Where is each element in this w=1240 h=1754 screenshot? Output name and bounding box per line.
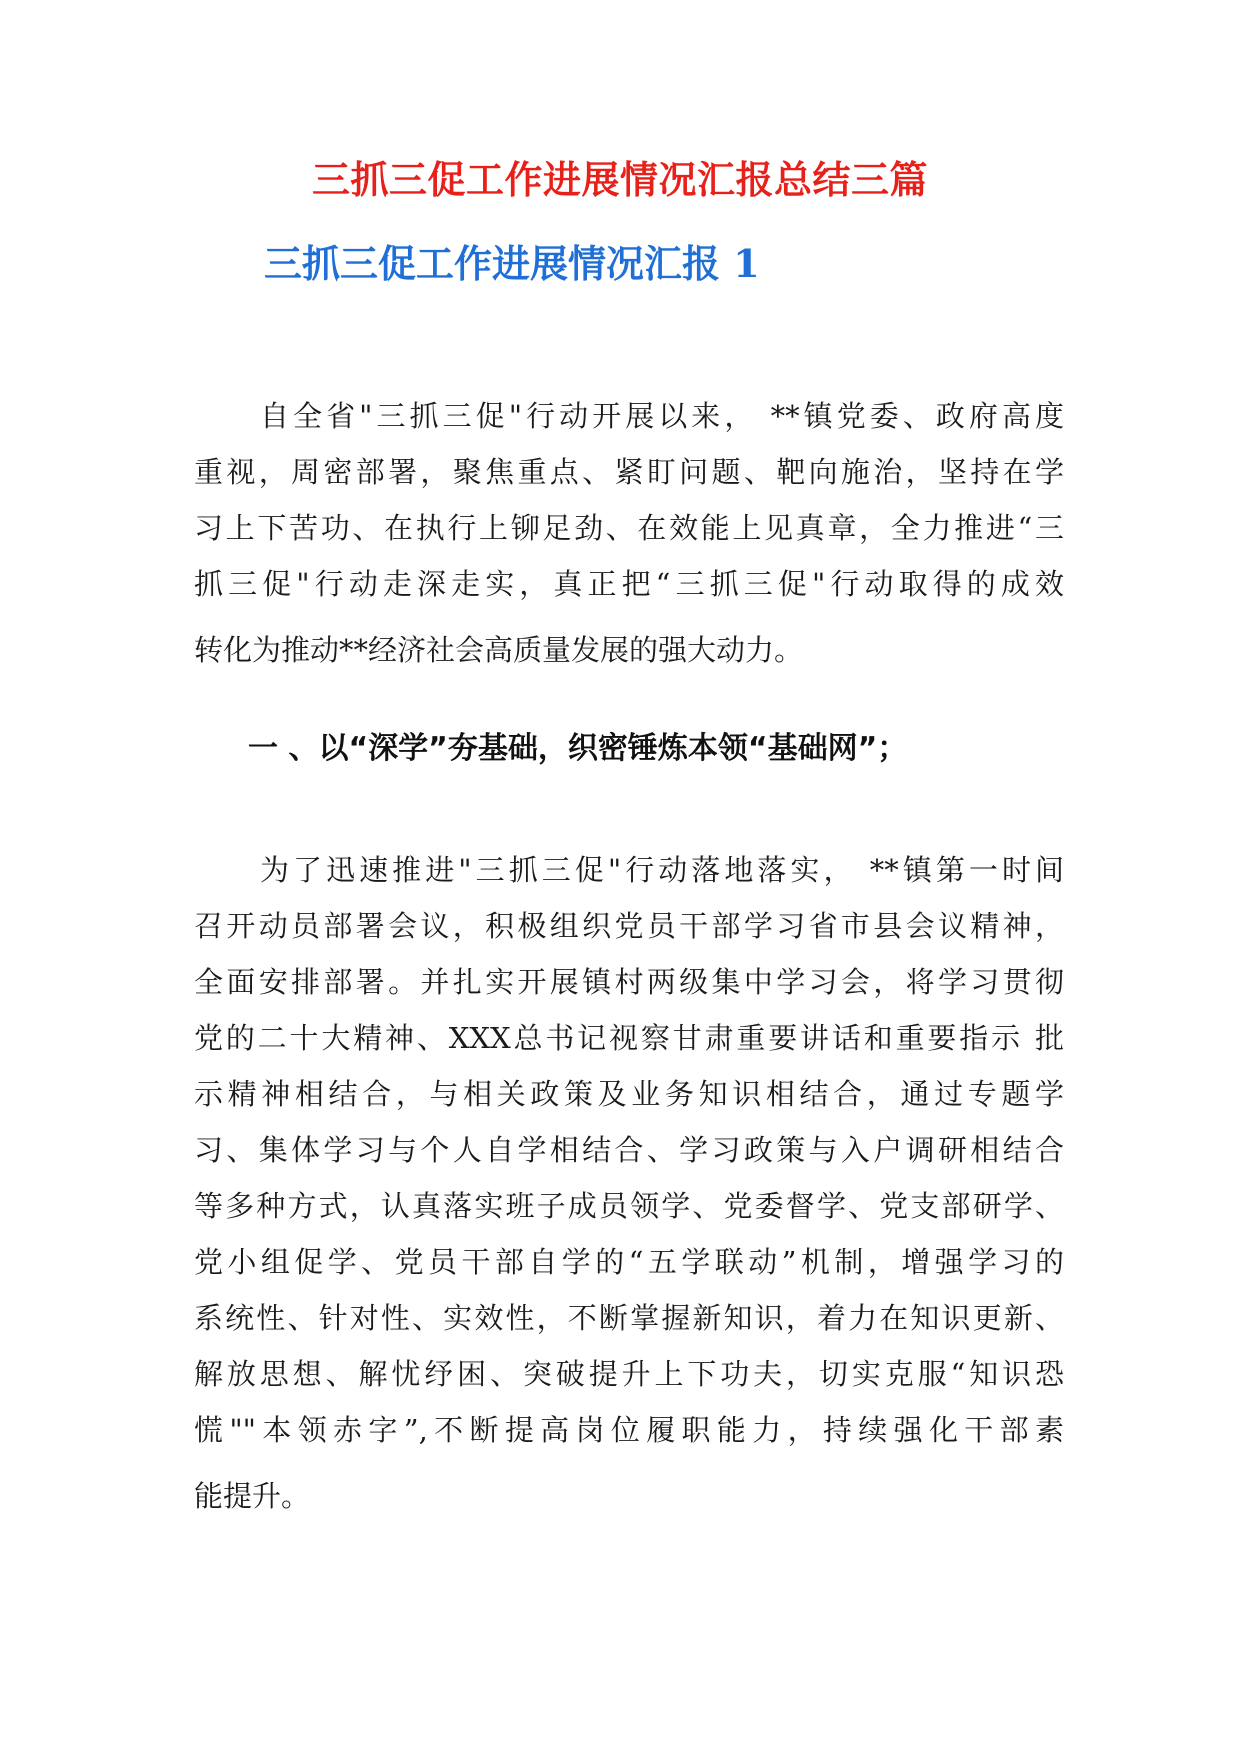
paragraph-line: 系统性、针对性、实效性，不断掌握新知识，着力在知识更新、 [194,1301,1064,1335]
paragraph-intro [194,388,1064,678]
paragraph-line: 转化为推动**经济社会高质量发展的强大动力。 [194,633,804,667]
paragraph-line: 示精神相结合，与相关政策及业务知识相结合，通过专题学 [194,1077,1064,1111]
paragraph-line: 为了迅速推进"三抓三促"行动落地落实， **镇第一时间 [260,853,1064,887]
paragraph-line: 习上下苦功、在执行上铆足劲、在效能上见真章，全力推进“三 [194,511,1064,545]
subheading: 一 、以“深学”夯基础，织密锤炼本领“基础网”； [248,731,908,766]
paragraph-line: 等多种方式，认真落实班子成员领学、党委督学、党支部研学、 [194,1189,1064,1223]
section-title: 三抓三促工作进展情况汇报 1 [264,241,760,286]
paragraph-line: 能提升。 [194,1479,311,1513]
document-title: 三抓三促工作进展情况汇报总结三篇 [311,157,928,202]
paragraph-line: 习、集体学习与个人自学相结合、学习政策与入户调研相结合 [194,1133,1064,1167]
paragraph-line: 党小组促学、党员干部自学的“五学联动”机制，增强学习的 [194,1245,1064,1279]
paragraph-line: 召开动员部署会议，积极组织党员干部学习省市县会议精神， [194,909,1064,943]
paragraph-line: 慌""本领赤字”,不断提高岗位履职能力，持续强化干部素 [194,1413,1064,1447]
paragraph-study [194,842,1064,1524]
paragraph-line: 自全省"三抓三促"行动开展以来， **镇党委、政府高度 [260,399,1064,433]
paragraph-line: 党的二十大精神、XXX总书记视察甘肃重要讲话和重要指示 批 [194,1021,1064,1055]
paragraph-line: 抓三促"行动走深走实，真正把“三抓三促"行动取得的成效 [194,567,1064,601]
paragraph-line: 解放思想、解忧纾困、突破提升上下功夫，切实克服“知识恐 [194,1357,1064,1391]
paragraph-line: 全面安排部署。并扎实开展镇村两级集中学习会，将学习贯彻 [194,965,1064,999]
paragraph-line: 重视，周密部署，聚焦重点、紧盯问题、靶向施治，坚持在学 [194,455,1064,489]
